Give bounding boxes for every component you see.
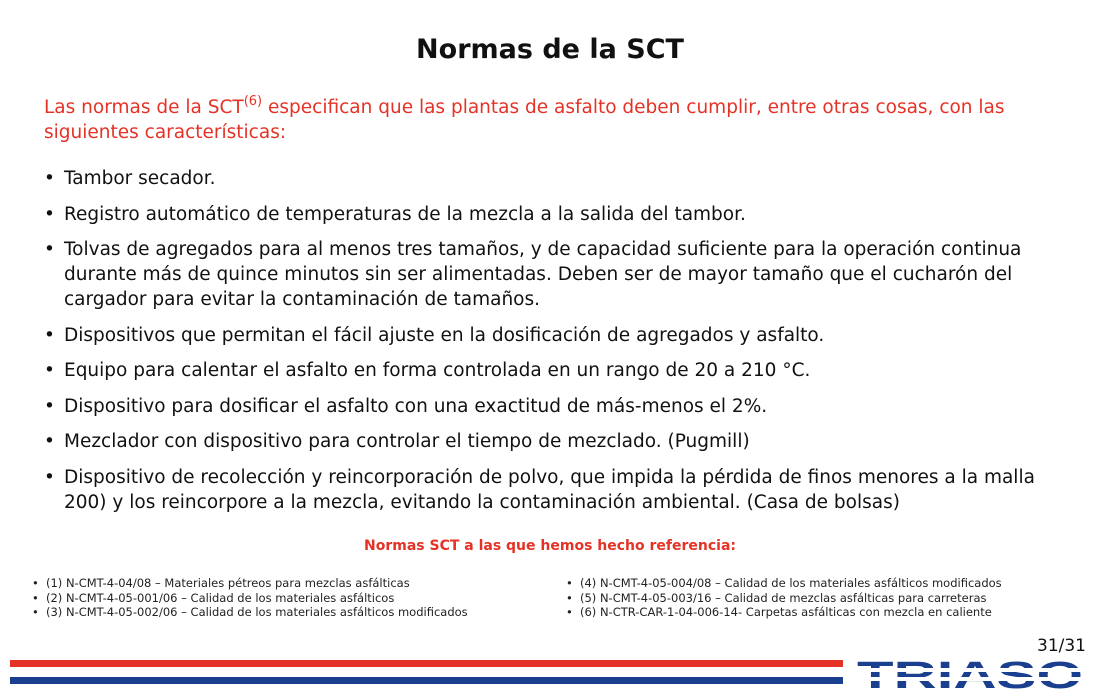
reference-text: (6) N-CTR-CAR-1-04-006-14- Carpetas asfálticas con mezcla en caliente bbox=[580, 605, 992, 620]
references-list-left bbox=[32, 576, 468, 620]
reference-item bbox=[32, 605, 468, 620]
list-item bbox=[44, 323, 1074, 348]
list-item-text: Dispositivos que permitan el fácil ajuste en la dosificación de agregados y asfalto. bbox=[64, 324, 825, 346]
bullet-icon: • bbox=[44, 466, 55, 488]
list-item bbox=[44, 429, 1074, 454]
reference-item bbox=[566, 591, 1002, 606]
list-item bbox=[44, 394, 1074, 419]
list-item bbox=[44, 237, 1074, 312]
bullet-icon: • bbox=[44, 324, 55, 346]
page-title: Normas de la SCT bbox=[416, 34, 684, 65]
bullet-icon: • bbox=[44, 203, 55, 225]
reference-item bbox=[566, 576, 1002, 591]
bullet-icon: • bbox=[44, 360, 55, 381]
bullet-icon: • bbox=[44, 431, 55, 452]
bullet-icon: • bbox=[566, 576, 573, 590]
triaso-logo bbox=[855, 657, 1085, 691]
list-item-text: Registro automático de temperaturas de la mezcla a la salida del tambor. bbox=[64, 203, 746, 225]
footer-blue-stripe bbox=[10, 677, 843, 684]
references-title: Normas SCT a las que hemos hecho referencia: bbox=[364, 538, 736, 554]
reference-text: (2) N-CMT-4-05-001/06 – Calidad de los materiales asfálticos bbox=[46, 590, 395, 605]
bullet-icon: • bbox=[32, 576, 39, 590]
list-item bbox=[44, 202, 1074, 227]
bullet-icon: • bbox=[44, 395, 55, 417]
intro-paragraph bbox=[44, 95, 1074, 145]
characteristics-list bbox=[44, 166, 1074, 525]
list-item-text: Dispositivo para dosificar el asfalto con una exactitud de más-menos el 2%. bbox=[64, 395, 768, 417]
list-item-text: Equipo para calentar el asfalto en forma controlada en un rango de 20 a 210 °C. bbox=[64, 360, 811, 381]
list-item bbox=[44, 465, 1074, 515]
list-item-text: Mezclador con dispositivo para controlar el tiempo de mezclado. (Pugmill) bbox=[64, 431, 750, 452]
reference-text: (5) N-CMT-4-05-003/16 – Calidad de mezclas asfálticas para carreteras bbox=[580, 590, 987, 605]
page-number: 31/31 bbox=[1037, 636, 1086, 656]
bullet-icon: • bbox=[32, 590, 39, 605]
bullet-icon: • bbox=[566, 605, 573, 620]
reference-text: (1) N-CMT-4-04/08 – Materiales pétreos para mezclas asfálticas bbox=[46, 576, 410, 590]
footer-red-stripe bbox=[10, 660, 843, 667]
reference-text: (4) N-CMT-4-05-004/08 – Calidad de los materiales asfálticos modificados bbox=[580, 576, 1002, 590]
intro-text-before: Las normas de la SCT bbox=[44, 97, 244, 118]
list-item-text: Dispositivo de recolección y reincorporación de polvo, que impida la pérdida de finos menores a la malla 200) y los reincorpore a la mezcla, evitando la contaminación ambiental. (Casa de bolsas) bbox=[64, 466, 1035, 513]
bullet-icon: • bbox=[32, 605, 39, 620]
references-list-right bbox=[566, 576, 1002, 620]
bullet-icon: • bbox=[44, 239, 55, 260]
bullet-icon: • bbox=[44, 168, 55, 189]
reference-text: (3) N-CMT-4-05-002/06 – Calidad de los materiales asfálticos modificados bbox=[46, 605, 468, 620]
list-item bbox=[44, 166, 1074, 191]
list-item-text: Tolvas de agregados para al menos tres tamaños, y de capacidad suficiente para la operación continua durante más de quince minutos sin ser alimentadas. Deben ser de mayor tamaño que el cucharón del cargador para evitar la contaminación de tamaños. bbox=[64, 239, 1022, 310]
intro-text-after: especifican que las plantas de asfalto deben cumplir, entre otras cosas, con las siguientes características: bbox=[44, 97, 1005, 143]
bullet-icon: • bbox=[566, 590, 573, 605]
intro-superscript: (6) bbox=[243, 94, 263, 109]
list-item bbox=[44, 358, 1074, 383]
reference-item bbox=[32, 576, 468, 591]
list-item-text: Tambor secador. bbox=[64, 168, 216, 189]
reference-item bbox=[32, 591, 468, 606]
reference-item bbox=[566, 605, 1002, 620]
